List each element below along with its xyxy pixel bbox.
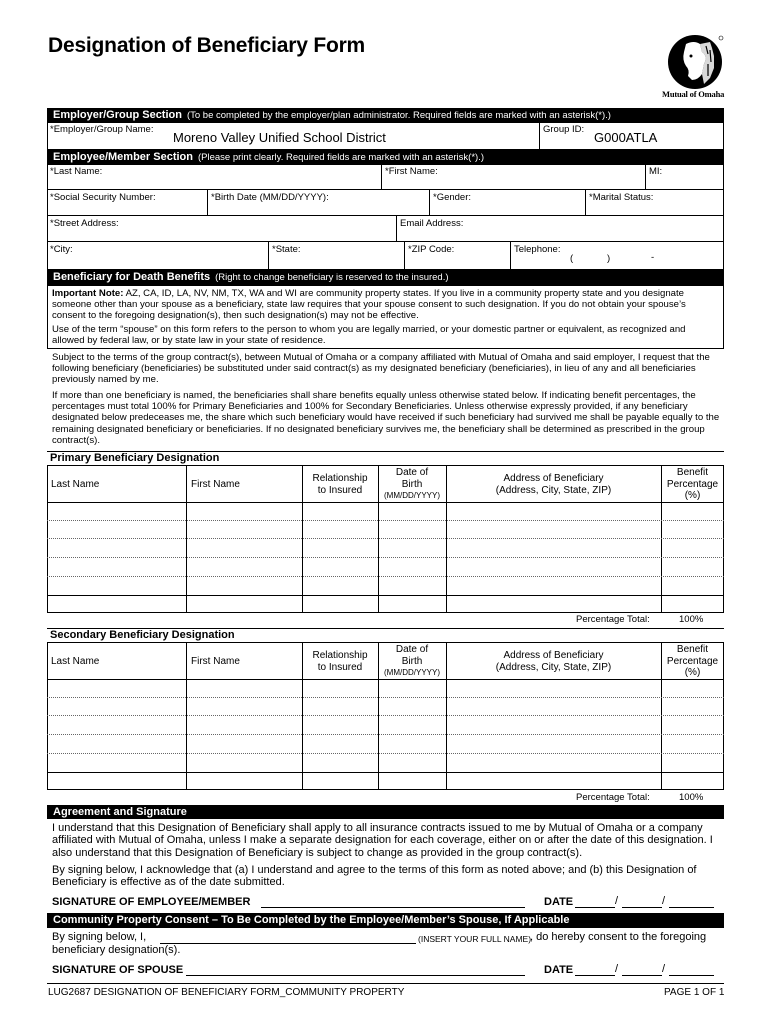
col-dob-line1: Date of	[395, 467, 429, 478]
grid-line	[645, 164, 646, 189]
birth-date-field[interactable]: *Birth Date (MM/DD/YYYY):	[211, 192, 329, 203]
grid-line	[186, 465, 187, 613]
date-slash: /	[662, 963, 666, 975]
col-relationship-line1: Relationship	[312, 473, 368, 484]
col-relationship-line2: to Insured	[317, 484, 363, 496]
employer-section-note: (To be completed by the employer/plan administrator. Required fields are marked with an asterisk(*).)	[186, 110, 611, 121]
form-code: LUG2687 DESIGNATION OF BENEFICIARY FORM_COMMUNITY PROPERTY	[48, 987, 405, 998]
last-name-field[interactable]: *Last Name:	[50, 166, 103, 177]
subject-to-terms-text: Subject to the terms of the group contract(s), between Mutual of Omaha or a company affiliated with Mutual of Omaha and said employer, I request that the following beneficiary (beneficiaries) be substituted under said contract(s) as my designated beneficiary (beneficiaries), in lieu of any and all beneficiaries previously named by me.	[52, 352, 710, 386]
multiple-beneficiaries-text: If more than one beneficiary is named, the beneficiaries shall share benefits equally unless otherwise stated below. If indicating benefit percentages, the percentages must total 100% for Primary Beneficiaries and 100% for Secondary Beneficiaries. Unless otherwise expressly provided, if any beneficiary designated below predeceases me, the share which such beneficiary would have received if such beneficiary had survived me shall be payable equally to the remaining designated beneficiary or beneficiaries. If no designated beneficiary survives me, the beneficiary shall be determined as prescribed in the group contract(s).	[52, 390, 720, 446]
table-row[interactable]	[47, 715, 724, 716]
col-address-line1: Address of Beneficiary	[503, 650, 604, 661]
spouse-signature-label: SIGNATURE OF SPOUSE	[52, 964, 184, 976]
col-dob-line3: (MM/DD/YYYY)	[384, 668, 440, 677]
grid-line	[47, 502, 724, 503]
table-row[interactable]	[47, 734, 724, 735]
form-title: Designation of Beneficiary Form	[48, 34, 366, 57]
col-pct-line1: Benefit	[676, 467, 709, 478]
col-relationship	[302, 473, 378, 496]
grid-line	[47, 189, 724, 190]
footer-rule	[47, 983, 724, 984]
middle-initial-field[interactable]: MI:	[649, 166, 663, 177]
col-address-line2: (Address, City, State, ZIP)	[495, 661, 612, 673]
col-relationship-line1: Relationship	[312, 650, 368, 661]
logo-text: Mutual of Omaha	[662, 89, 725, 99]
spouse-definition-text: Use of the term “spouse” on this form refers to the person to whom you are legally married, or your domestic partner or equivalent, as recognized and allowed by federal law, or by state law in your state of residence.	[52, 324, 686, 347]
grid-line	[47, 595, 724, 596]
consent-title: Community Property Consent – To Be Completed by the Employee/Member’s Spouse, If Applicable	[53, 914, 570, 926]
col-dob-line3: (MM/DD/YYYY)	[384, 491, 440, 500]
consent-header	[47, 913, 724, 928]
primary-percentage-total-value[interactable]: 100%	[679, 614, 704, 625]
col-dob-line2: Birth	[401, 478, 423, 490]
col-last-name: Last Name	[51, 479, 100, 490]
important-note-label: Important Note:	[52, 288, 124, 299]
col-dob-line2: Birth	[401, 655, 423, 667]
phone-paren-close: )	[607, 253, 611, 264]
consent-line2: beneficiary designation(s).	[52, 944, 181, 956]
phone-paren-open: (	[570, 253, 574, 264]
spouse-full-name-line[interactable]	[160, 943, 416, 944]
date-slash: /	[615, 895, 619, 907]
agreement-header	[47, 805, 724, 819]
zip-code-field[interactable]: *ZIP Code:	[408, 244, 455, 255]
grid-line	[47, 679, 724, 680]
employee-fields-grid	[47, 164, 724, 270]
col-pct-line3: (%)	[684, 490, 701, 501]
grid-line	[396, 215, 397, 241]
grid-line	[510, 241, 511, 270]
grid-line	[47, 772, 724, 773]
table-row[interactable]	[47, 576, 724, 577]
employee-signature-row	[52, 896, 250, 908]
spouse-date-year-line[interactable]	[669, 975, 714, 976]
grid-line	[381, 164, 382, 189]
col-address	[446, 650, 661, 673]
agreement-title: Agreement and Signature	[53, 806, 187, 818]
spouse-signature-row	[52, 964, 183, 976]
employee-signature-label: SIGNATURE OF EMPLOYEE/MEMBER	[52, 896, 251, 908]
employer-section-header	[47, 108, 724, 122]
col-pct-line3: (%)	[684, 667, 701, 678]
grid-line	[429, 189, 430, 215]
col-address-line2: (Address, City, State, ZIP)	[495, 484, 612, 496]
important-note	[52, 288, 720, 322]
table-row[interactable]	[47, 557, 724, 558]
col-pct-line2: Percentage	[666, 478, 719, 490]
group-id-field[interactable]: G000ATLA	[594, 130, 658, 145]
secondary-percentage-total-label: Percentage Total:	[576, 792, 650, 803]
street-address-field[interactable]: *Street Address:	[50, 218, 119, 229]
email-address-field[interactable]: Email Address:	[400, 218, 464, 229]
employer-divider	[539, 122, 540, 150]
col-date-of-birth	[378, 644, 446, 679]
consent-rest: , do hereby consent to the foregoing	[530, 931, 707, 943]
gender-field[interactable]: *Gender:	[433, 192, 472, 203]
col-benefit-percentage	[661, 644, 724, 679]
death-benefits-note: (Right to change beneficiary is reserved to the insured.)	[215, 272, 449, 283]
telephone-field[interactable]: Telephone:	[514, 244, 561, 255]
col-first-name: First Name	[191, 479, 240, 490]
primary-beneficiary-title: Primary Beneficiary Designation	[50, 452, 220, 464]
phone-dash: -	[651, 252, 655, 263]
employer-name-field[interactable]: Moreno Valley Unified School District	[173, 130, 386, 145]
spouse-date-row	[544, 964, 573, 976]
employee-section-header	[47, 150, 724, 164]
col-relationship	[302, 650, 378, 673]
date-slash: /	[662, 895, 666, 907]
employee-section-note: (Please print clearly. Required fields are marked with an asterisk(*).)	[198, 152, 484, 163]
spouse-date-day-line[interactable]	[622, 975, 662, 976]
important-note-text: AZ, CA, ID, LA, NV, NM, TX, WA and WI are community property states. If you live in a community property state and you designate someone other than your spouse as a beneficiary, state law requires that your spouse consent to such designation. If you do not obtain your spouse’s consent to the foregoing designation(s), then such designation(s) may not be effective.	[52, 288, 686, 322]
employee-date-month-line[interactable]	[575, 907, 615, 908]
secondary-beneficiary-title: Secondary Beneficiary Designation	[50, 629, 235, 641]
col-dob-line1: Date of	[395, 644, 429, 655]
col-date-of-birth	[378, 467, 446, 502]
page-number: PAGE 1 OF 1	[664, 987, 725, 998]
group-id-label: Group ID:	[543, 124, 585, 135]
grid-line	[47, 215, 724, 216]
spouse-date-label: DATE	[544, 964, 574, 976]
grid-line	[585, 189, 586, 215]
col-benefit-percentage	[661, 467, 724, 502]
state-field[interactable]: *State:	[272, 244, 301, 255]
grid-line	[268, 241, 269, 270]
col-first-name: First Name	[191, 656, 240, 667]
col-pct-line1: Benefit	[676, 644, 709, 655]
table-row[interactable]	[47, 520, 724, 521]
col-pct-line2: Percentage	[666, 655, 719, 667]
death-benefits-title: Beneficiary for Death Benefits	[53, 271, 211, 283]
ssn-field[interactable]: *Social Security Number:	[50, 192, 156, 203]
secondary-percentage-total-value[interactable]: 100%	[679, 792, 704, 803]
employee-date-day-line[interactable]	[622, 907, 662, 908]
employer-name-label: *Employer/Group Name:	[50, 124, 154, 135]
agreement-text: I understand that this Designation of Beneficiary shall apply to all insurance contracts issued to me by Mutual of Omaha or a company affiliated with Mutual of Omaha, unless I make a separate designation for each coverage, either on or after the date of this designation. I also understand that this Designation of Beneficiary is subject to change as provided in the group contract(s).	[52, 822, 713, 859]
col-address	[446, 473, 661, 496]
grid-line	[47, 241, 724, 242]
employee-signature-line[interactable]	[261, 907, 525, 908]
grid-line	[186, 642, 187, 790]
table-row[interactable]	[47, 538, 724, 539]
col-last-name: Last Name	[51, 656, 100, 667]
employee-date-label: DATE	[544, 896, 574, 908]
first-name-field[interactable]: *First Name:	[385, 166, 438, 177]
col-address-line1: Address of Beneficiary	[503, 473, 604, 484]
table-row[interactable]	[47, 697, 724, 698]
date-slash: /	[615, 963, 619, 975]
table-row[interactable]	[47, 753, 724, 754]
insert-full-name-label: (INSERT YOUR FULL NAME)	[418, 934, 532, 944]
spouse-signature-line[interactable]	[186, 975, 525, 976]
city-field[interactable]: *City:	[50, 244, 73, 255]
employee-section-title: Employee/Member Section	[53, 151, 193, 163]
col-relationship-line2: to Insured	[317, 661, 363, 673]
marital-status-field[interactable]: *Marital Status:	[589, 192, 654, 203]
employer-section-title: Employer/Group Section	[53, 109, 182, 121]
consent-by-signing: By signing below, I,	[52, 931, 147, 943]
employee-date-row	[544, 896, 573, 908]
employee-date-year-line[interactable]	[669, 907, 714, 908]
death-benefits-header	[47, 270, 724, 285]
grid-line	[207, 189, 208, 215]
spouse-date-month-line[interactable]	[575, 975, 615, 976]
primary-percentage-total-label: Percentage Total:	[576, 614, 650, 625]
acknowledge-text: By signing below, I acknowledge that (a) I understand and agree to the terms of this form as noted above; and (b) this Designation of Beneficiary is effective as of the date submitted.	[52, 864, 697, 889]
grid-line	[404, 241, 405, 270]
